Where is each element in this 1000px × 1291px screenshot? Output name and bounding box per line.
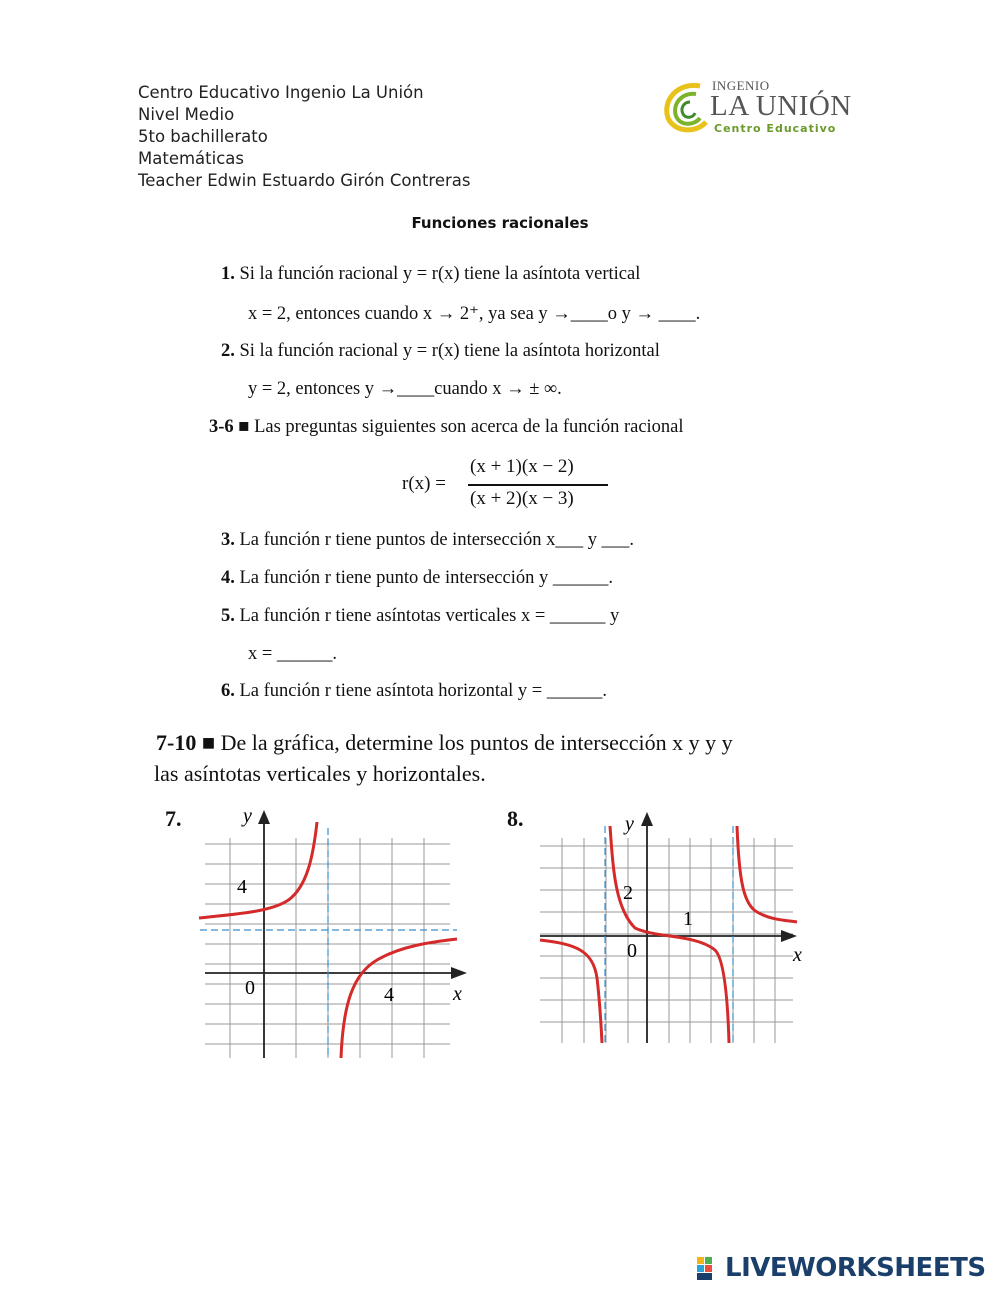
questions-3-6-heading [209, 417, 684, 438]
question-6-number: 6. [221, 681, 235, 701]
graph-8-grid [540, 838, 793, 1043]
questions-3-6-number: 3-6 ■ [209, 417, 250, 437]
question-1-line2[interactable]: x = 2, entonces cuando x → 2⁺, ya sea y →____o y → ____. [248, 304, 701, 324]
graph-8-tick-x: 1 [683, 908, 693, 930]
graph-7-x-label: x [453, 983, 462, 1005]
graph-7-tick-x: 4 [384, 984, 394, 1006]
section-7-10-number: 7-10 ■ [156, 730, 216, 755]
question-1-number: 1. [221, 264, 235, 284]
question-5[interactable] [221, 606, 619, 627]
graph-8-y-arrow-icon [641, 812, 653, 826]
fraction-bar [468, 484, 608, 486]
graph-8-label: 8. [507, 806, 524, 831]
graph-8-curve-right [737, 826, 797, 922]
graph-8-x-label: x [793, 944, 802, 966]
graph-8 [535, 808, 815, 1048]
graph-8-y-label: y [625, 813, 634, 835]
header-teacher: Teacher Edwin Estuardo Girón Contreras [138, 171, 471, 190]
graph-7-y-arrow-icon [258, 810, 270, 824]
page-title: Funciones racionales [411, 214, 589, 232]
formula-lhs: r(x) = [402, 473, 446, 494]
question-5-number: 5. [221, 606, 235, 626]
logo-top-text: INGENIO [712, 78, 770, 93]
question-3[interactable] [221, 530, 634, 551]
school-header [138, 82, 471, 192]
question-2-line2[interactable]: y = 2, entonces y →____cuando x → ± ∞. [248, 379, 562, 399]
graph-8-tick-y: 2 [623, 882, 633, 904]
school-logo [660, 76, 870, 136]
liveworksheets-brand[interactable] [697, 1253, 997, 1285]
liveworksheets-logo-icon [697, 1257, 721, 1281]
logo-sub-text: Centro Educativo [714, 122, 837, 135]
formula-denominator: (x + 2)(x − 3) [470, 488, 574, 509]
question-1 [221, 264, 640, 285]
header-level: Nivel Medio [138, 105, 235, 124]
graph-7-origin: 0 [245, 977, 255, 999]
section-7-10-line2: las asíntotas verticales y horizontales. [154, 761, 486, 786]
graph-7-x-arrow-icon [451, 967, 467, 979]
graph-7-curve-right [341, 939, 457, 1058]
question-4[interactable] [221, 568, 613, 589]
question-2-number: 2. [221, 341, 235, 361]
graph-8-origin: 0 [627, 940, 637, 962]
graph-7-label: 7. [165, 806, 182, 831]
graph-7-y-label: y [243, 808, 252, 827]
question-6[interactable] [221, 681, 607, 702]
section-7-10-text: De la gráfica, determine los puntos de intersección x y y y [220, 730, 733, 755]
question-5-line1: La función r tiene asíntotas verticales x = ______ y [239, 606, 620, 626]
question-3-number: 3. [221, 530, 235, 550]
graph-8-x-arrow-icon [781, 930, 797, 942]
question-6-text: La función r tiene asíntota horizontal y = ______. [239, 681, 607, 701]
header-subject: Matemáticas [138, 149, 244, 168]
header-grade: 5to bachillerato [138, 127, 268, 146]
question-5-line2[interactable]: x = ______. [248, 644, 338, 664]
question-3-text: La función r tiene puntos de intersección x___ y ___. [239, 530, 635, 550]
question-2-line1: Si la función racional y = r(x) tiene la asíntota horizontal [239, 341, 660, 361]
graph-8-curve-left [540, 940, 602, 1043]
formula-numerator: (x + 1)(x − 2) [470, 456, 574, 477]
question-4-text: La función r tiene punto de intersección y ______. [239, 568, 613, 588]
questions-3-6-text: Las preguntas siguientes son acerca de la función racional [254, 417, 684, 437]
question-2 [221, 341, 660, 362]
logo-swirl-icon [660, 78, 712, 134]
liveworksheets-text: LIVEWORKSHEETS [725, 1253, 986, 1283]
header-school: Centro Educativo Ingenio La Unión [138, 83, 424, 102]
section-7-10-line1 [156, 730, 733, 756]
graph-7 [195, 808, 475, 1060]
logo-main-text: LA UNIÓN [710, 90, 852, 122]
graph-7-tick-y: 4 [237, 876, 247, 898]
question-4-number: 4. [221, 568, 235, 588]
question-1-line1: Si la función racional y = r(x) tiene la asíntota vertical [239, 264, 641, 284]
